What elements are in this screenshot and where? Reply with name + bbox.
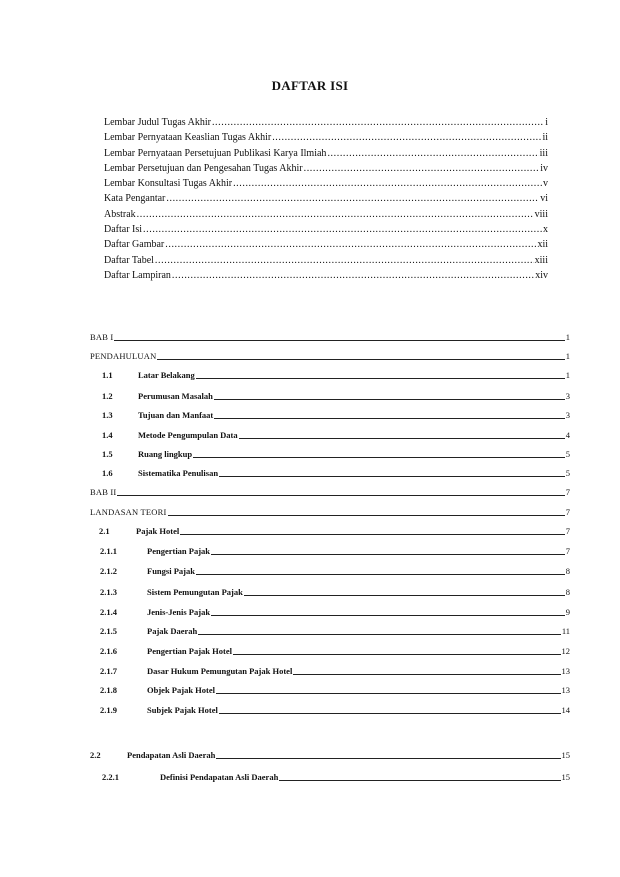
toc-chapter-entry: [90, 346, 570, 362]
toc-section-entry: [90, 386, 570, 402]
leader-line: [244, 595, 565, 596]
section-title: Dasar Hukum Pemungutan Pajak Hotel: [147, 666, 293, 676]
front-matter-entry: [104, 191, 548, 206]
toc-section-entry: [90, 661, 570, 677]
dot-leader: [233, 176, 542, 191]
section-number: 1.6: [102, 468, 113, 478]
entry-label: Lembar Judul Tugas Akhir: [104, 117, 211, 128]
section-title: LANDASAN TEORI: [90, 507, 167, 517]
leader-line: [233, 654, 561, 655]
section-title: PENDAHULUAN: [90, 351, 157, 361]
section-title: Definisi Pendapatan Asli Daerah: [160, 772, 279, 782]
section-number: 1.5: [102, 449, 113, 459]
leader-line: [117, 495, 564, 496]
section-number: 2.2.1: [102, 772, 119, 782]
entry-label: Kata Pengantar: [104, 193, 166, 205]
leader-line: [293, 674, 560, 675]
section-title: BAB I: [90, 332, 114, 342]
entry-page-number: iv: [540, 162, 548, 174]
section-number: 2.1.9: [100, 705, 117, 715]
toc-section-entry: [90, 602, 570, 618]
section-page-number: 13: [561, 666, 570, 676]
toc-section-entry: [90, 700, 570, 716]
entry-label: Daftar Isi: [104, 224, 143, 236]
section-number: 2.1.7: [100, 666, 117, 676]
entry-label: Lembar Pernyataan Keaslian Tugas Akhir: [104, 132, 272, 144]
section-page-number: 3: [565, 391, 570, 401]
section-title: Pajak Daerah: [147, 626, 198, 636]
toc-section-entry: [90, 463, 570, 479]
leader-line: [114, 340, 564, 341]
entry-label: Daftar Gambar: [104, 239, 165, 251]
front-matter-entry: [104, 268, 548, 283]
front-matter-entry: [104, 207, 548, 222]
front-matter-entry: [104, 146, 548, 161]
front-matter-list: [104, 115, 548, 283]
toc-section-entry: [90, 621, 570, 637]
entry-page-number: xiv: [535, 269, 548, 281]
section-page-number: 5: [565, 468, 570, 478]
front-matter-entry: [104, 161, 548, 176]
section-title: Objek Pajak Hotel: [147, 685, 215, 695]
leader-line: [198, 634, 561, 635]
section-number: 2.1: [99, 526, 110, 536]
section-page-number: 5: [565, 449, 570, 459]
toc-section-entry: [90, 767, 570, 783]
section-number: 2.1.3: [100, 587, 117, 597]
page-title: DAFTAR ISI: [271, 78, 349, 93]
section-page-number: 8: [565, 587, 570, 597]
toc-chapter-entry: [90, 327, 570, 343]
leader-line: [196, 574, 565, 575]
toc-section-entry: [90, 680, 570, 696]
section-title: Sistem Pemungutan Pajak: [147, 587, 243, 597]
section-page-number: 3: [565, 410, 570, 420]
section-number: 2.1.4: [100, 607, 117, 617]
section-page-number: 7: [565, 487, 570, 497]
toc-section-entry: [90, 365, 570, 381]
dot-leader: [304, 161, 540, 176]
leader-line: [157, 359, 564, 360]
section-title: Fungsi Pajak: [147, 566, 195, 576]
section-page-number: 7: [565, 526, 570, 536]
section-number: 2.1.5: [100, 626, 117, 636]
entry-label: Lembar Konsultasi Tugas Akhir: [104, 178, 233, 190]
section-title: Tujuan dan Manfaat: [138, 410, 214, 420]
section-page-number: 7: [565, 546, 570, 556]
section-page-number: 14: [561, 705, 570, 715]
section-title: Pengertian Pajak: [147, 546, 211, 556]
dot-leader: [166, 191, 539, 206]
entry-page-number: vi: [540, 193, 548, 205]
leader-line: [180, 534, 565, 535]
dot-leader: [327, 146, 538, 161]
section-title: Ruang lingkup: [138, 449, 193, 459]
entry-label: Lembar Persetujuan dan Pengesahan Tugas Akhir: [104, 162, 303, 174]
section-page-number: 15: [561, 750, 570, 760]
section-page-number: 7: [565, 507, 570, 517]
entry-label: Daftar Lampiran: [104, 269, 171, 281]
toc-section-entry: [90, 745, 570, 761]
front-matter-entry: [104, 176, 548, 191]
section-number: 1.2: [102, 391, 113, 401]
toc-chapter-entry: [90, 502, 570, 518]
entry-label: Lembar Pernyataan Persetujuan Publikasi Karya Ilmiah: [104, 147, 327, 159]
section-title: Metode Pengumpulan Data: [138, 430, 238, 440]
section-number: 2.1.8: [100, 685, 117, 695]
leader-line: [214, 418, 564, 419]
toc-chapter-entry: [90, 482, 570, 498]
section-number: 1.1: [102, 370, 113, 380]
entry-page-number: i: [545, 117, 548, 128]
section-title: Subjek Pajak Hotel: [147, 705, 218, 715]
leader-line: [168, 515, 565, 516]
toc-section-entry: [90, 641, 570, 657]
front-matter-entry: [104, 115, 548, 130]
toc-section-entry: [90, 582, 570, 598]
section-page-number: 4: [565, 430, 570, 440]
leader-line: [211, 554, 565, 555]
section-page-number: 9: [565, 607, 570, 617]
section-number: 2.2: [90, 750, 101, 760]
section-page-number: 1: [565, 370, 570, 380]
dot-leader: [155, 253, 534, 268]
dot-leader: [137, 207, 534, 222]
dot-leader: [212, 115, 544, 130]
toc-section-entry: [90, 521, 570, 537]
toc-section-entry: [90, 541, 570, 557]
entry-page-number: iii: [539, 147, 548, 159]
toc-section-entry: [90, 444, 570, 460]
front-matter-entry: [104, 222, 548, 237]
entry-page-number: x: [543, 224, 548, 236]
dot-leader: [272, 130, 541, 145]
leader-line: [216, 693, 561, 694]
entry-page-number: xii: [537, 239, 548, 251]
section-page-number: 8: [565, 566, 570, 576]
section-number: 2.1.6: [100, 646, 117, 656]
entry-page-number: viii: [534, 208, 548, 220]
dot-leader: [165, 237, 536, 252]
toc-section-entry: [90, 425, 570, 441]
leader-line: [219, 713, 561, 714]
section-number: 1.4: [102, 430, 113, 440]
dot-leader: [172, 268, 534, 283]
section-title: Perumusan Masalah: [138, 391, 213, 401]
leader-line: [196, 378, 565, 379]
section-page-number: 13: [561, 685, 570, 695]
front-matter-entry: [104, 237, 548, 252]
section-title: Pajak Hotel: [136, 526, 180, 536]
leader-line: [219, 476, 565, 477]
entry-page-number: xiii: [534, 254, 548, 266]
section-number: 1.3: [102, 410, 113, 420]
leader-line: [216, 758, 560, 759]
section-title: Pendapatan Asli Daerah: [127, 750, 216, 760]
leader-line: [211, 615, 565, 616]
leader-line: [193, 457, 565, 458]
section-page-number: 12: [561, 646, 570, 656]
front-matter-entry: [104, 253, 548, 268]
leader-line: [239, 438, 565, 439]
toc-section-entry: [90, 405, 570, 421]
entry-label: Daftar Tabel: [104, 254, 154, 266]
entry-label: Abstrak: [104, 208, 136, 220]
section-title: BAB II: [90, 487, 117, 497]
section-number: 2.1.2: [100, 566, 117, 576]
section-page-number: 15: [561, 772, 570, 782]
entry-page-number: ii: [542, 132, 548, 144]
toc-section-entry: [90, 561, 570, 577]
section-page-number: 1: [565, 351, 570, 361]
leader-line: [214, 399, 565, 400]
section-title: Jenis-Jenis Pajak: [147, 607, 211, 617]
front-matter-entry: [104, 130, 548, 145]
entry-page-number: v: [543, 178, 548, 190]
leader-line: [279, 780, 560, 781]
section-page-number: 11: [561, 626, 570, 636]
section-title: Latar Belakang: [138, 370, 195, 380]
section-page-number: 1: [565, 332, 570, 342]
section-title: Sistematika Penulisan: [138, 468, 219, 478]
dot-leader: [143, 222, 542, 237]
section-title: Pengertian Pajak Hotel: [147, 646, 232, 656]
section-number: 2.1.1: [100, 546, 117, 556]
